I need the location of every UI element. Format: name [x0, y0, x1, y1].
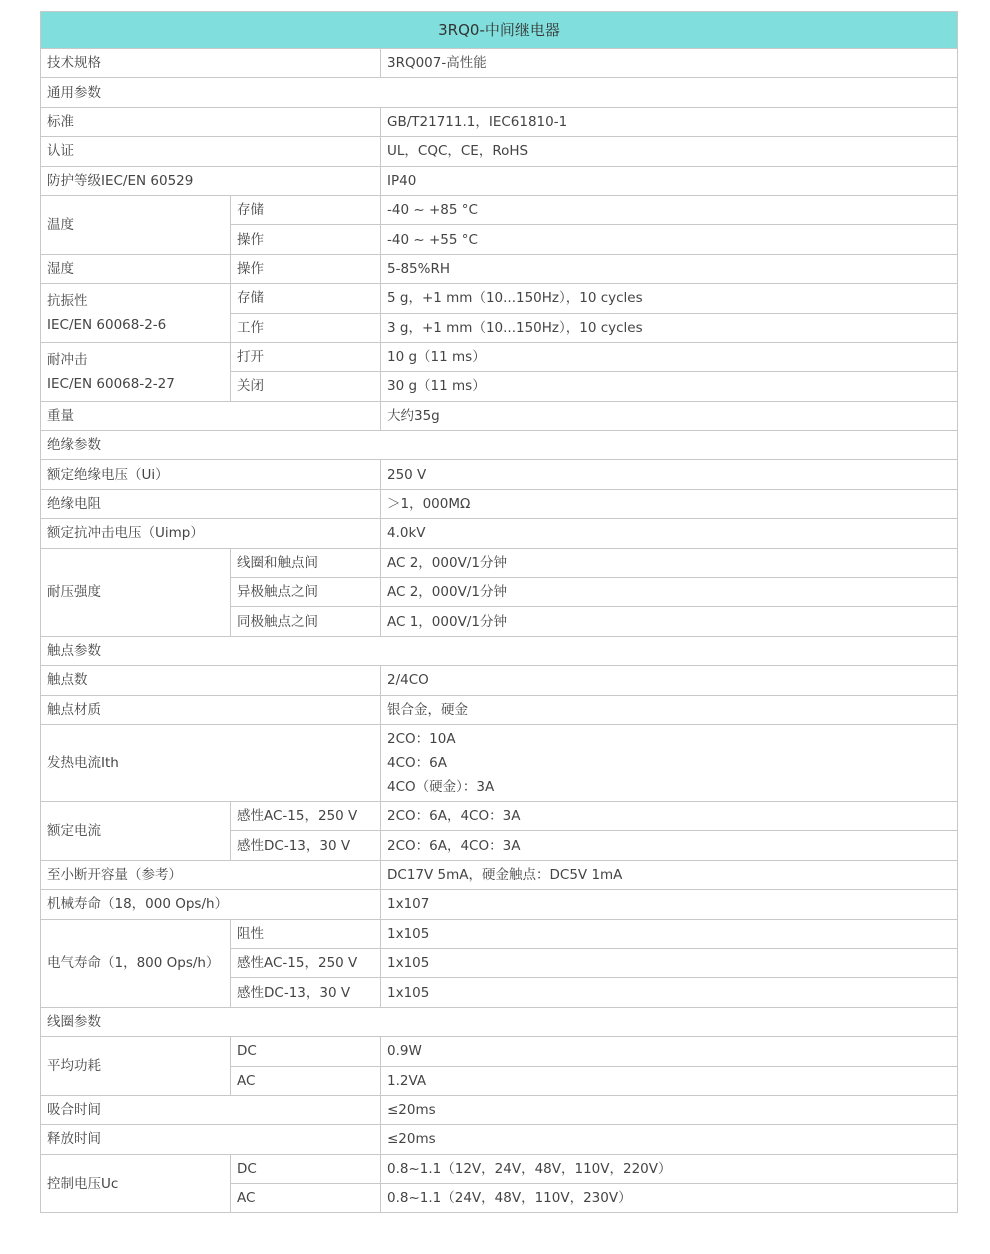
section-row [41, 78, 958, 107]
spec-label: 额定电流 [41, 801, 231, 860]
section-heading: 绝缘参数 [41, 431, 958, 460]
spec-value: IP40 [381, 166, 958, 195]
spec-label: 触点材质 [41, 695, 381, 724]
spec-value: 10 g（11 ms） [381, 342, 958, 371]
spec-row [41, 49, 958, 78]
spec-sublabel: DC [231, 1037, 381, 1066]
spec-label: 释放时间 [41, 1125, 381, 1154]
spec-label: 额定抗冲击电压（Uimp） [41, 519, 381, 548]
spec-label: 温度 [41, 195, 231, 254]
spec-row [41, 890, 958, 919]
spec-value: 2/4CO [381, 666, 958, 695]
spec-value: 4.0kV [381, 519, 958, 548]
spec-value: AC 2，000V/1分钟 [381, 578, 958, 607]
spec-sublabel: DC [231, 1154, 381, 1183]
spec-row [41, 1125, 958, 1154]
section-heading: 触点参数 [41, 636, 958, 665]
spec-row [41, 107, 958, 136]
spec-value: 0.9W [381, 1037, 958, 1066]
spec-label: 发热电流Ith [41, 724, 381, 801]
spec-row [41, 254, 958, 283]
spec-sublabel: 感性AC-15，250 V [231, 948, 381, 977]
spec-label: 平均功耗 [41, 1037, 231, 1096]
spec-row [41, 401, 958, 430]
spec-row [41, 460, 958, 489]
spec-row [41, 801, 958, 830]
spec-row [41, 1037, 958, 1066]
spec-value: 2CO：10A 4CO：6A 4CO（硬金）：3A [381, 724, 958, 801]
spec-value: ≤20ms [381, 1095, 958, 1124]
spec-row [41, 1154, 958, 1183]
spec-value: 1x107 [381, 890, 958, 919]
spec-value: GB/T21711.1，IEC61810-1 [381, 107, 958, 136]
spec-label: 机械寿命（18，000 Ops/h） [41, 890, 381, 919]
spec-sublabel: 线圈和触点间 [231, 548, 381, 577]
spec-label: 触点数 [41, 666, 381, 695]
spec-value: ≤20ms [381, 1125, 958, 1154]
spec-label: 吸合时间 [41, 1095, 381, 1124]
spec-sublabel: 感性DC-13，30 V [231, 831, 381, 860]
spec-label: 绝缘电阻 [41, 489, 381, 518]
spec-row [41, 666, 958, 695]
spec-sublabel: AC [231, 1066, 381, 1095]
spec-sublabel: 操作 [231, 254, 381, 283]
spec-value: 2CO：6A，4CO：3A [381, 831, 958, 860]
section-heading: 通用参数 [41, 78, 958, 107]
spec-sublabel: 操作 [231, 225, 381, 254]
spec-sublabel: 异极触点之间 [231, 578, 381, 607]
spec-value: DC17V 5mA，硬金触点：DC5V 1mA [381, 860, 958, 889]
spec-row [41, 519, 958, 548]
spec-value: 3RQ007-高性能 [381, 49, 958, 78]
spec-table [40, 11, 958, 1213]
spec-sublabel: 感性AC-15，250 V [231, 801, 381, 830]
section-row [41, 1007, 958, 1036]
spec-sublabel: 感性DC-13，30 V [231, 978, 381, 1007]
spec-label: 防护等级IEC/EN 60529 [41, 166, 381, 195]
spec-value: 0.8~1.1（12V，24V，48V，110V，220V） [381, 1154, 958, 1183]
spec-value: 3 g，+1 mm（10...150Hz），10 cycles [381, 313, 958, 342]
spec-row [41, 284, 958, 313]
section-row [41, 636, 958, 665]
spec-sublabel: 阻性 [231, 919, 381, 948]
spec-label: 电气寿命（1，800 Ops/h） [41, 919, 231, 1007]
table-title: 3RQ0-中间继电器 [41, 12, 958, 49]
spec-row [41, 548, 958, 577]
spec-label: 耐压强度 [41, 548, 231, 636]
spec-value: ＞1，000MΩ [381, 489, 958, 518]
spec-label: 标准 [41, 107, 381, 136]
spec-label: 至小断开容量（参考） [41, 860, 381, 889]
spec-row [41, 166, 958, 195]
spec-sublabel: 关闭 [231, 372, 381, 401]
spec-value: 1x105 [381, 948, 958, 977]
spec-label: 技术规格 [41, 49, 381, 78]
spec-value: 2CO：6A，4CO：3A [381, 801, 958, 830]
spec-label: 耐冲击 IEC/EN 60068-2-27 [41, 342, 231, 401]
spec-value: UL，CQC，CE，RoHS [381, 137, 958, 166]
spec-value: 30 g（11 ms） [381, 372, 958, 401]
spec-sublabel: 同极触点之间 [231, 607, 381, 636]
spec-value: 0.8~1.1（24V，48V，110V，230V） [381, 1184, 958, 1213]
spec-table-body [41, 12, 958, 1213]
spec-value: AC 1，000V/1分钟 [381, 607, 958, 636]
spec-sublabel: 打开 [231, 342, 381, 371]
spec-row [41, 695, 958, 724]
spec-label: 额定绝缘电压（Ui） [41, 460, 381, 489]
spec-label: 重量 [41, 401, 381, 430]
spec-row [41, 137, 958, 166]
spec-value: 250 V [381, 460, 958, 489]
spec-row [41, 489, 958, 518]
spec-value: AC 2，000V/1分钟 [381, 548, 958, 577]
spec-row [41, 195, 958, 224]
spec-sublabel: 工作 [231, 313, 381, 342]
spec-row [41, 724, 958, 801]
spec-row [41, 342, 958, 371]
title-row [41, 12, 958, 49]
spec-value: 大约35g [381, 401, 958, 430]
section-heading: 线圈参数 [41, 1007, 958, 1036]
spec-row [41, 919, 958, 948]
spec-value: 1.2VA [381, 1066, 958, 1095]
section-row [41, 431, 958, 460]
spec-label: 控制电压Uc [41, 1154, 231, 1213]
spec-label: 认证 [41, 137, 381, 166]
spec-value: -40 ~ +85 °C [381, 195, 958, 224]
spec-value: 1x105 [381, 978, 958, 1007]
spec-sublabel: 存储 [231, 284, 381, 313]
spec-value: -40 ~ +55 °C [381, 225, 958, 254]
spec-row [41, 1095, 958, 1124]
spec-value: 1x105 [381, 919, 958, 948]
spec-label: 抗振性 IEC/EN 60068-2-6 [41, 284, 231, 343]
spec-label: 湿度 [41, 254, 231, 283]
spec-value: 5 g，+1 mm（10...150Hz），10 cycles [381, 284, 958, 313]
spec-sublabel: AC [231, 1184, 381, 1213]
spec-value: 5-85%RH [381, 254, 958, 283]
spec-row [41, 860, 958, 889]
spec-sublabel: 存储 [231, 195, 381, 224]
spec-value: 银合金，硬金 [381, 695, 958, 724]
